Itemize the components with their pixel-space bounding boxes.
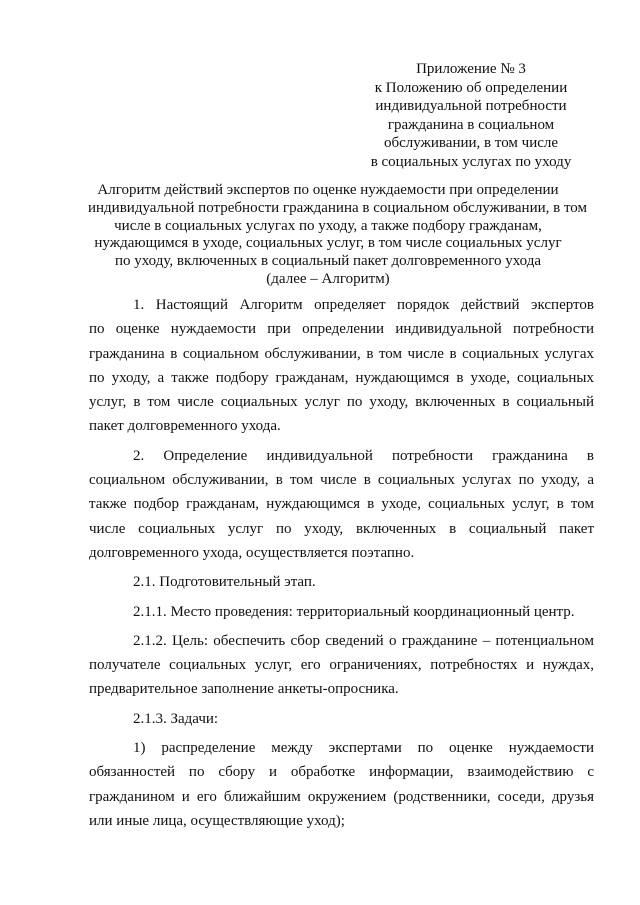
text-line: гражданина в социальном обслуживании, в том числе в социальных услугах	[89, 345, 594, 362]
text-line: 2. Определение индивидуальной потребности гражданина в	[133, 447, 594, 464]
text-line: 1) распределение между экспертами по оценке нуждаемости	[133, 740, 594, 757]
text-line: долговременного ухода, осуществляется поэтапно.	[89, 544, 415, 561]
appendix-header	[340, 60, 602, 171]
text-line: 2.1.1. Место проведения: территориальный координационный центр.	[133, 603, 575, 620]
appendix-line: Приложение № 3	[416, 61, 526, 77]
title-line: индивидуальной потребности гражданина в социальном обслуживании, в том	[88, 199, 588, 216]
appendix-line: индивидуальной потребности	[375, 98, 567, 114]
paragraph-2	[89, 444, 594, 565]
paragraph-2-1-2	[89, 629, 594, 702]
text-line: пакет долговременного ухода.	[89, 418, 281, 435]
title-line: числе в социальных услугах по уходу, а также подбору гражданам,	[114, 217, 542, 234]
title-line: нуждающимся в уходе, социальных услуг, в том числе социальных услуг	[94, 235, 562, 252]
text-line: 1. Настоящий Алгоритм определяет порядок действий экспертов	[133, 297, 594, 313]
text-line: обязанностей по сбору и обработке информации, взаимодействию с	[89, 764, 594, 781]
document-title	[88, 182, 588, 289]
paragraph-1	[89, 293, 594, 439]
text-line: социальном обслуживании, в том числе в социальных услугах по уходу, а	[89, 472, 594, 489]
text-line: услуг, в том числе социальных услуг по уходу, включенных в социальный	[89, 394, 594, 411]
title-line: Алгоритм действий экспертов по оценке нуждаемости при определении	[97, 182, 559, 198]
paragraph-2-1-3	[89, 707, 594, 731]
text-line: 2.1.2. Цель: обеспечить сбор сведений о гражданине – потенциальном	[133, 632, 594, 649]
text-line: гражданином и его ближайшим окружением (родственники, соседи, друзья	[89, 788, 594, 805]
appendix-line: гражданина в социальном	[387, 116, 555, 133]
paragraph-2-1-1	[89, 600, 594, 624]
text-line: по оценке нуждаемости при определении индивидуальной потребности	[89, 321, 594, 338]
paragraph-tasks-1	[89, 736, 594, 833]
text-line: или иные лица, осуществляющие уход);	[89, 812, 345, 829]
appendix-line: к Положению об определении	[374, 79, 568, 96]
text-line: 2.1. Подготовительный этап.	[133, 574, 316, 591]
title-line: (далее – Алгоритм)	[266, 270, 390, 287]
text-line: числе социальных услуг по уходу, включенных в социальный пакет	[89, 520, 594, 537]
appendix-line: обслуживании, в том числе	[383, 135, 559, 151]
paragraph-2-1	[89, 570, 594, 594]
appendix-line: в социальных услугах по уходу	[370, 153, 572, 170]
text-line: предварительное заполнение анкеты-опросника.	[89, 681, 399, 698]
text-line: 2.1.3. Задачи:	[133, 710, 219, 727]
text-line: по уходу, а также подбору гражданам, нуждающимся в уходе, социальных	[89, 369, 594, 386]
text-line: получателе социальных услуг, его ограничениях, потребностях и нуждах,	[89, 657, 594, 674]
text-line: также подбор гражданам, нуждающимся в уходе, социальных услуг, в том	[89, 496, 594, 513]
document-body	[89, 293, 594, 833]
title-line: по уходу, включенных в социальный пакет долговременного ухода	[114, 253, 542, 270]
